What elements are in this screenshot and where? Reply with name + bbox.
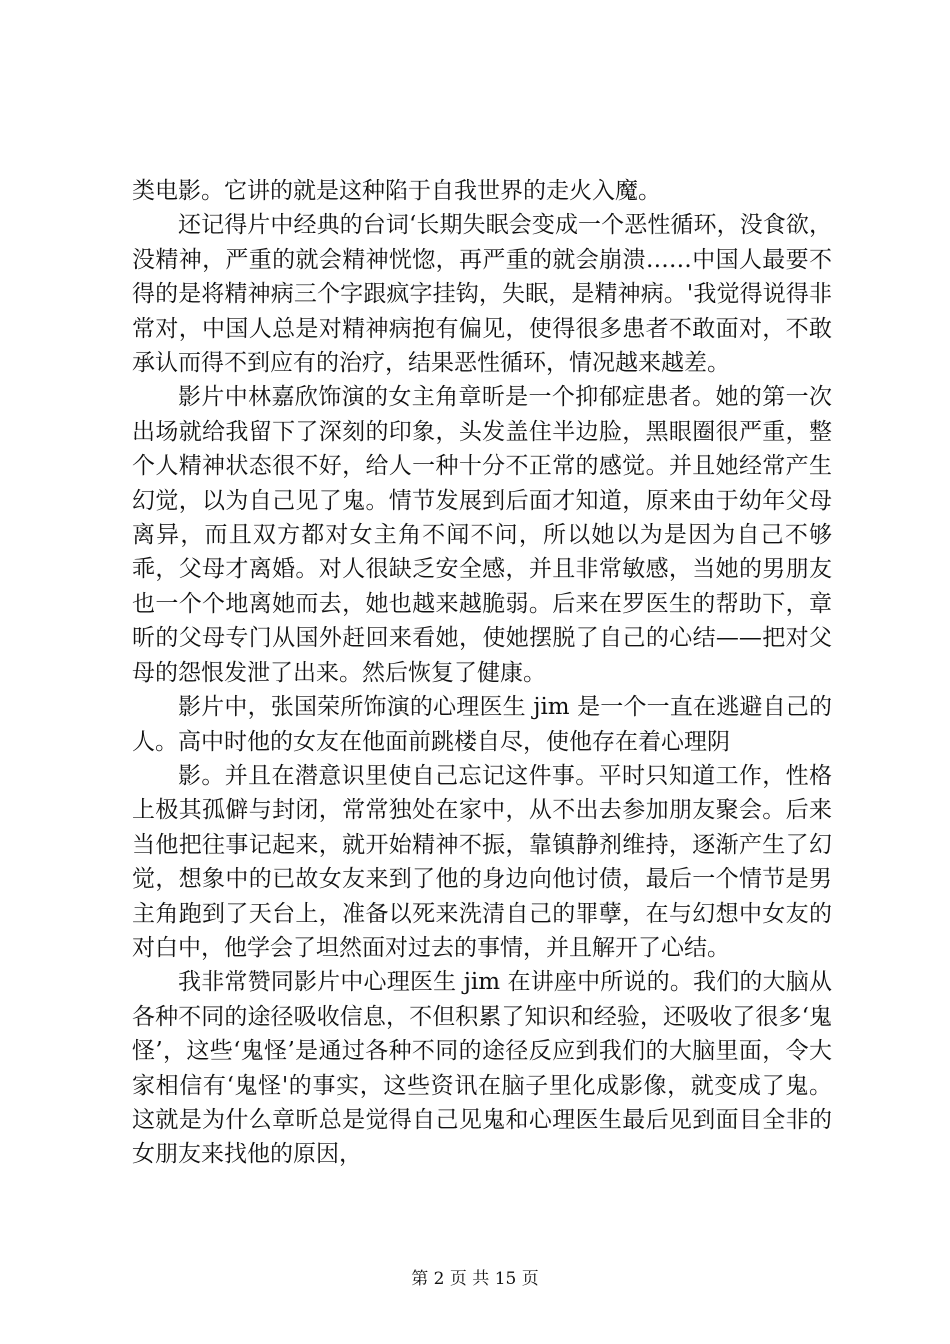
- paragraph-4: 影片中，张国荣所饰演的心理医生 jim 是一个一直在逃避自己的人。高中时他的女友在他面前跳楼自尽，使他存在着心理阴: [132, 694, 832, 755]
- paragraph-3: 影片中林嘉欣饰演的女主角章昕是一个抑郁症患者。她的第一次出场就给我留下了深刻的印象，头发盖住半边脸，黑眼圈很严重，整个人精神状态很不好，给人一种十分不正常的感觉。并且她经常产生幻觉，以为自己见了鬼。情节发展到后面才知道，原来由于幼年父母离异，而且双方都对女主角不闻不问，所以她以为是因为自己不够乖，父母才离婚。对人很缺乏安全感，并且非常敏感，当她的男朋友也一个个地离她而去，她也越来越脆弱。后来在罗医生的帮助下，章昕的父母专门从国外赶回来看她，使她摆脱了自己的心结——把对父母的怨恨发泄了出来。然后恢复了健康。: [132, 384, 832, 686]
- paragraph-1: 类电影。它讲的就是这种陷于自我世界的走火入魔。: [132, 178, 661, 204]
- page-footer: 第 2 页 共 15 页: [411, 1269, 539, 1289]
- paragraph-6: 我非常赞同影片中心理医生 jim 在讲座中所说的。我们的大脑从各种不同的途径吸收信息，不但积累了知识和经验，还吸收了很多‘鬼怪’，这些‘鬼怪’是通过各种不同的途径反应到我们的大脑里面，令大家相信有‘鬼怪'的事实，这些资讯在脑子里化成影像，就变成了鬼。这就是为什么章昕总是觉得自己见鬼和心理医生最后见到面目全非的女朋友来找他的原因，: [132, 969, 832, 1168]
- paragraph-2: 还记得片中经典的台词‘长期失眠会变成一个恶性循环，没食欲，没精神，严重的就会精神恍惚，再严重的就会崩溃……中国人最要不得的是将精神病三个字跟疯字挂钩，失眠，是精神病。'我觉得说得非常对，中国人总是对精神病抱有偏见，使得很多患者不敢面对，不敢承认而得不到应有的治疗，结果恶性循环，情况越来越差。: [132, 212, 832, 377]
- paragraph-5: 影。并且在潜意识里使自己忘记这件事。平时只知道工作，性格上极其孤僻与封闭，常常独处在家中，从不出去参加朋友聚会。后来当他把往事记起来，就开始精神不振，靠镇静剂维持，逐渐产生了幻觉，想象中的已故女友来到了他的身边向他讨债，最后一个情节是男主角跑到了天台上，准备以死来洗清自己的罪孽，在与幻想中女友的对白中，他学会了坦然面对过去的事情，并且解开了心结。: [132, 762, 832, 961]
- document-body: [132, 174, 832, 1172]
